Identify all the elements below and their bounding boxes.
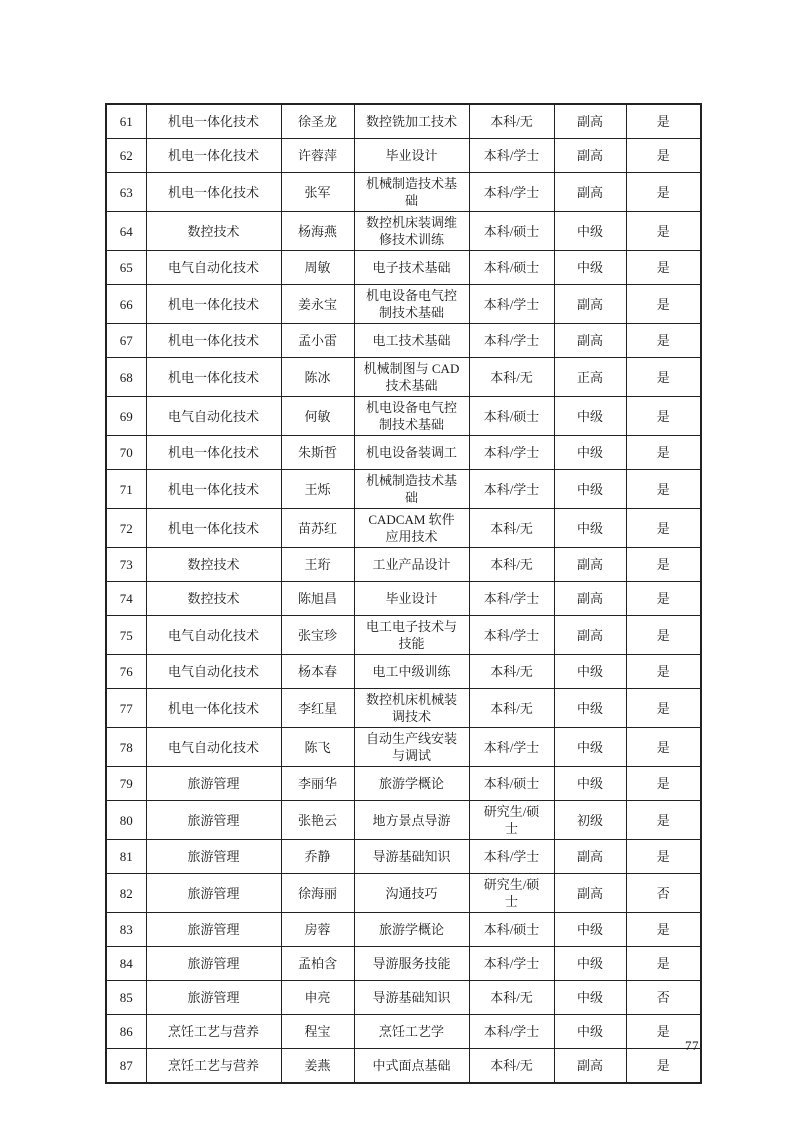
table-row	[106, 913, 701, 947]
cell-row-number: 66	[106, 285, 146, 324]
cell-teacher-name: 陈冰	[281, 358, 354, 397]
table-row	[106, 801, 701, 840]
cell-teacher-name: 王珩	[281, 548, 354, 582]
page-number: 77	[685, 1038, 699, 1053]
table-row	[106, 470, 701, 509]
cell-yes-no-flag: 是	[626, 104, 701, 139]
cell-yes-no-flag: 是	[626, 689, 701, 728]
cell-row-number: 77	[106, 689, 146, 728]
cell-major: 机电一体化技术	[146, 104, 281, 139]
cell-row-number: 80	[106, 801, 146, 840]
cell-professional-title: 中级	[554, 981, 626, 1015]
cell-professional-title: 副高	[554, 285, 626, 324]
cell-professional-title: 中级	[554, 728, 626, 767]
cell-row-number: 72	[106, 509, 146, 548]
cell-row-number: 64	[106, 212, 146, 251]
cell-teacher-name: 杨海燕	[281, 212, 354, 251]
cell-professional-title: 中级	[554, 212, 626, 251]
cell-course: 电子技术基础	[354, 251, 469, 285]
cell-row-number: 63	[106, 173, 146, 212]
table-row	[106, 104, 701, 139]
cell-major: 旅游管理	[146, 840, 281, 874]
cell-yes-no-flag: 是	[626, 1015, 701, 1049]
cell-education-degree: 本科/学士	[469, 436, 554, 470]
cell-yes-no-flag: 是	[626, 913, 701, 947]
cell-teacher-name: 张军	[281, 173, 354, 212]
cell-yes-no-flag: 是	[626, 139, 701, 173]
cell-major: 旅游管理	[146, 947, 281, 981]
cell-yes-no-flag: 是	[626, 173, 701, 212]
cell-teacher-name: 杨本春	[281, 655, 354, 689]
cell-major: 旅游管理	[146, 767, 281, 801]
cell-professional-title: 副高	[554, 324, 626, 358]
cell-course: 机械制造技术基础	[354, 173, 469, 212]
table-row	[106, 173, 701, 212]
cell-major: 旅游管理	[146, 981, 281, 1015]
cell-yes-no-flag: 否	[626, 874, 701, 913]
cell-yes-no-flag: 是	[626, 840, 701, 874]
cell-course: 数控铣加工技术	[354, 104, 469, 139]
cell-major: 机电一体化技术	[146, 285, 281, 324]
cell-row-number: 75	[106, 616, 146, 655]
cell-major: 旅游管理	[146, 913, 281, 947]
table-row	[106, 251, 701, 285]
cell-yes-no-flag: 是	[626, 801, 701, 840]
cell-teacher-name: 张宝珍	[281, 616, 354, 655]
cell-professional-title: 中级	[554, 470, 626, 509]
cell-teacher-name: 房蓉	[281, 913, 354, 947]
cell-professional-title: 副高	[554, 582, 626, 616]
cell-education-degree: 本科/无	[469, 1049, 554, 1084]
cell-teacher-name: 朱斯哲	[281, 436, 354, 470]
cell-row-number: 61	[106, 104, 146, 139]
cell-professional-title: 副高	[554, 104, 626, 139]
cell-education-degree: 本科/学士	[469, 728, 554, 767]
table-row	[106, 947, 701, 981]
cell-course: 电工中级训练	[354, 655, 469, 689]
cell-major: 机电一体化技术	[146, 689, 281, 728]
cell-major: 烹饪工艺与营养	[146, 1049, 281, 1084]
cell-education-degree: 本科/学士	[469, 285, 554, 324]
cell-education-degree: 本科/无	[469, 509, 554, 548]
cell-course: 电工技术基础	[354, 324, 469, 358]
cell-teacher-name: 许蓉萍	[281, 139, 354, 173]
cell-education-degree: 本科/无	[469, 981, 554, 1015]
cell-row-number: 76	[106, 655, 146, 689]
cell-course: 地方景点导游	[354, 801, 469, 840]
cell-yes-no-flag: 是	[626, 470, 701, 509]
cell-professional-title: 中级	[554, 689, 626, 728]
cell-professional-title: 正高	[554, 358, 626, 397]
cell-yes-no-flag: 是	[626, 509, 701, 548]
cell-major: 机电一体化技术	[146, 139, 281, 173]
cell-professional-title: 初级	[554, 801, 626, 840]
cell-row-number: 85	[106, 981, 146, 1015]
cell-yes-no-flag: 是	[626, 582, 701, 616]
cell-teacher-name: 程宝	[281, 1015, 354, 1049]
cell-row-number: 79	[106, 767, 146, 801]
cell-education-degree: 本科/学士	[469, 840, 554, 874]
table-row	[106, 358, 701, 397]
cell-major: 电气自动化技术	[146, 655, 281, 689]
cell-education-degree: 研究生/硕士	[469, 801, 554, 840]
cell-major: 旅游管理	[146, 801, 281, 840]
cell-education-degree: 本科/无	[469, 689, 554, 728]
faculty-course-table	[105, 103, 702, 1084]
cell-course: 自动生产线安装与调试	[354, 728, 469, 767]
cell-course: 烹饪工艺学	[354, 1015, 469, 1049]
table-row	[106, 509, 701, 548]
cell-row-number: 62	[106, 139, 146, 173]
cell-teacher-name: 何敏	[281, 397, 354, 436]
cell-yes-no-flag: 是	[626, 947, 701, 981]
cell-yes-no-flag: 是	[626, 767, 701, 801]
cell-teacher-name: 苗苏红	[281, 509, 354, 548]
cell-teacher-name: 申亮	[281, 981, 354, 1015]
table-row	[106, 582, 701, 616]
cell-education-degree: 本科/学士	[469, 324, 554, 358]
cell-professional-title: 中级	[554, 947, 626, 981]
table-row	[106, 285, 701, 324]
cell-teacher-name: 徐圣龙	[281, 104, 354, 139]
cell-education-degree: 本科/硕士	[469, 397, 554, 436]
cell-course: 导游基础知识	[354, 840, 469, 874]
cell-row-number: 69	[106, 397, 146, 436]
cell-row-number: 82	[106, 874, 146, 913]
cell-professional-title: 中级	[554, 436, 626, 470]
cell-major: 电气自动化技术	[146, 251, 281, 285]
table-row	[106, 1049, 701, 1084]
cell-professional-title: 中级	[554, 1015, 626, 1049]
cell-course: 导游基础知识	[354, 981, 469, 1015]
cell-yes-no-flag: 是	[626, 616, 701, 655]
cell-course: 机电设备装调工	[354, 436, 469, 470]
table-row	[106, 767, 701, 801]
cell-yes-no-flag: 是	[626, 251, 701, 285]
cell-course: 沟通技巧	[354, 874, 469, 913]
cell-major: 机电一体化技术	[146, 358, 281, 397]
cell-teacher-name: 乔静	[281, 840, 354, 874]
cell-education-degree: 本科/学士	[469, 139, 554, 173]
cell-row-number: 67	[106, 324, 146, 358]
table-row	[106, 728, 701, 767]
cell-professional-title: 副高	[554, 139, 626, 173]
cell-education-degree: 本科/学士	[469, 470, 554, 509]
cell-row-number: 86	[106, 1015, 146, 1049]
table-row	[106, 689, 701, 728]
cell-course: 旅游学概论	[354, 913, 469, 947]
cell-yes-no-flag: 是	[626, 397, 701, 436]
cell-yes-no-flag: 是	[626, 285, 701, 324]
cell-yes-no-flag: 是	[626, 358, 701, 397]
cell-row-number: 68	[106, 358, 146, 397]
cell-major: 电气自动化技术	[146, 728, 281, 767]
cell-major: 旅游管理	[146, 874, 281, 913]
table-row	[106, 840, 701, 874]
cell-education-degree: 本科/硕士	[469, 251, 554, 285]
cell-professional-title: 中级	[554, 509, 626, 548]
cell-professional-title: 副高	[554, 1049, 626, 1084]
cell-course: 机械制造技术基础	[354, 470, 469, 509]
table-row	[106, 616, 701, 655]
cell-education-degree: 本科/学士	[469, 582, 554, 616]
cell-major: 机电一体化技术	[146, 509, 281, 548]
table-row	[106, 139, 701, 173]
cell-teacher-name: 姜永宝	[281, 285, 354, 324]
cell-teacher-name: 孟柏含	[281, 947, 354, 981]
cell-teacher-name: 姜燕	[281, 1049, 354, 1084]
cell-course: 中式面点基础	[354, 1049, 469, 1084]
cell-row-number: 83	[106, 913, 146, 947]
cell-teacher-name: 周敏	[281, 251, 354, 285]
cell-education-degree: 本科/硕士	[469, 212, 554, 251]
cell-teacher-name: 王烁	[281, 470, 354, 509]
cell-course: 电工电子技术与技能	[354, 616, 469, 655]
cell-professional-title: 中级	[554, 767, 626, 801]
cell-yes-no-flag: 是	[626, 212, 701, 251]
cell-education-degree: 本科/无	[469, 655, 554, 689]
table-row	[106, 436, 701, 470]
table-row	[106, 397, 701, 436]
cell-yes-no-flag: 是	[626, 728, 701, 767]
cell-professional-title: 副高	[554, 173, 626, 212]
cell-education-degree: 本科/学士	[469, 173, 554, 212]
table-row	[106, 655, 701, 689]
table-row	[106, 1015, 701, 1049]
cell-row-number: 87	[106, 1049, 146, 1084]
cell-row-number: 84	[106, 947, 146, 981]
cell-course: 数控机床装调维修技术训练	[354, 212, 469, 251]
cell-major: 电气自动化技术	[146, 397, 281, 436]
cell-teacher-name: 陈飞	[281, 728, 354, 767]
cell-major: 机电一体化技术	[146, 173, 281, 212]
cell-education-degree: 本科/硕士	[469, 767, 554, 801]
cell-major: 机电一体化技术	[146, 436, 281, 470]
cell-yes-no-flag: 否	[626, 981, 701, 1015]
cell-major: 机电一体化技术	[146, 470, 281, 509]
cell-row-number: 78	[106, 728, 146, 767]
cell-yes-no-flag: 是	[626, 655, 701, 689]
cell-yes-no-flag: 是	[626, 436, 701, 470]
cell-teacher-name: 李丽华	[281, 767, 354, 801]
cell-major: 机电一体化技术	[146, 324, 281, 358]
cell-teacher-name: 陈旭昌	[281, 582, 354, 616]
cell-education-degree: 本科/无	[469, 548, 554, 582]
table-row	[106, 874, 701, 913]
cell-row-number: 73	[106, 548, 146, 582]
cell-teacher-name: 李红星	[281, 689, 354, 728]
cell-course: 数控机床机械装调技术	[354, 689, 469, 728]
cell-professional-title: 副高	[554, 548, 626, 582]
cell-course: 导游服务技能	[354, 947, 469, 981]
table-row	[106, 212, 701, 251]
table-row	[106, 981, 701, 1015]
cell-professional-title: 中级	[554, 251, 626, 285]
cell-education-degree: 本科/硕士	[469, 913, 554, 947]
cell-professional-title: 中级	[554, 655, 626, 689]
cell-professional-title: 中级	[554, 397, 626, 436]
table-row	[106, 548, 701, 582]
cell-course: 毕业设计	[354, 139, 469, 173]
cell-major: 烹饪工艺与营养	[146, 1015, 281, 1049]
cell-course: 机电设备电气控制技术基础	[354, 397, 469, 436]
cell-professional-title: 副高	[554, 616, 626, 655]
cell-teacher-name: 徐海丽	[281, 874, 354, 913]
cell-yes-no-flag: 是	[626, 324, 701, 358]
cell-course: 机电设备电气控制技术基础	[354, 285, 469, 324]
table-body	[106, 104, 701, 1083]
cell-row-number: 74	[106, 582, 146, 616]
cell-yes-no-flag: 是	[626, 1049, 701, 1084]
cell-professional-title: 副高	[554, 840, 626, 874]
cell-yes-no-flag: 是	[626, 548, 701, 582]
cell-course: 机械制图与 CAD 技术基础	[354, 358, 469, 397]
cell-education-degree: 研究生/硕士	[469, 874, 554, 913]
cell-professional-title: 副高	[554, 874, 626, 913]
cell-course: 毕业设计	[354, 582, 469, 616]
cell-education-degree: 本科/学士	[469, 1015, 554, 1049]
cell-education-degree: 本科/学士	[469, 616, 554, 655]
cell-row-number: 81	[106, 840, 146, 874]
cell-teacher-name: 张艳云	[281, 801, 354, 840]
cell-row-number: 65	[106, 251, 146, 285]
cell-row-number: 70	[106, 436, 146, 470]
cell-teacher-name: 孟小雷	[281, 324, 354, 358]
cell-course: CADCAM 软件应用技术	[354, 509, 469, 548]
cell-major: 数控技术	[146, 548, 281, 582]
cell-course: 工业产品设计	[354, 548, 469, 582]
cell-education-degree: 本科/无	[469, 104, 554, 139]
cell-row-number: 71	[106, 470, 146, 509]
cell-major: 数控技术	[146, 212, 281, 251]
cell-major: 电气自动化技术	[146, 616, 281, 655]
table-row	[106, 324, 701, 358]
cell-course: 旅游学概论	[354, 767, 469, 801]
cell-education-degree: 本科/无	[469, 358, 554, 397]
cell-education-degree: 本科/学士	[469, 947, 554, 981]
cell-professional-title: 中级	[554, 913, 626, 947]
cell-major: 数控技术	[146, 582, 281, 616]
